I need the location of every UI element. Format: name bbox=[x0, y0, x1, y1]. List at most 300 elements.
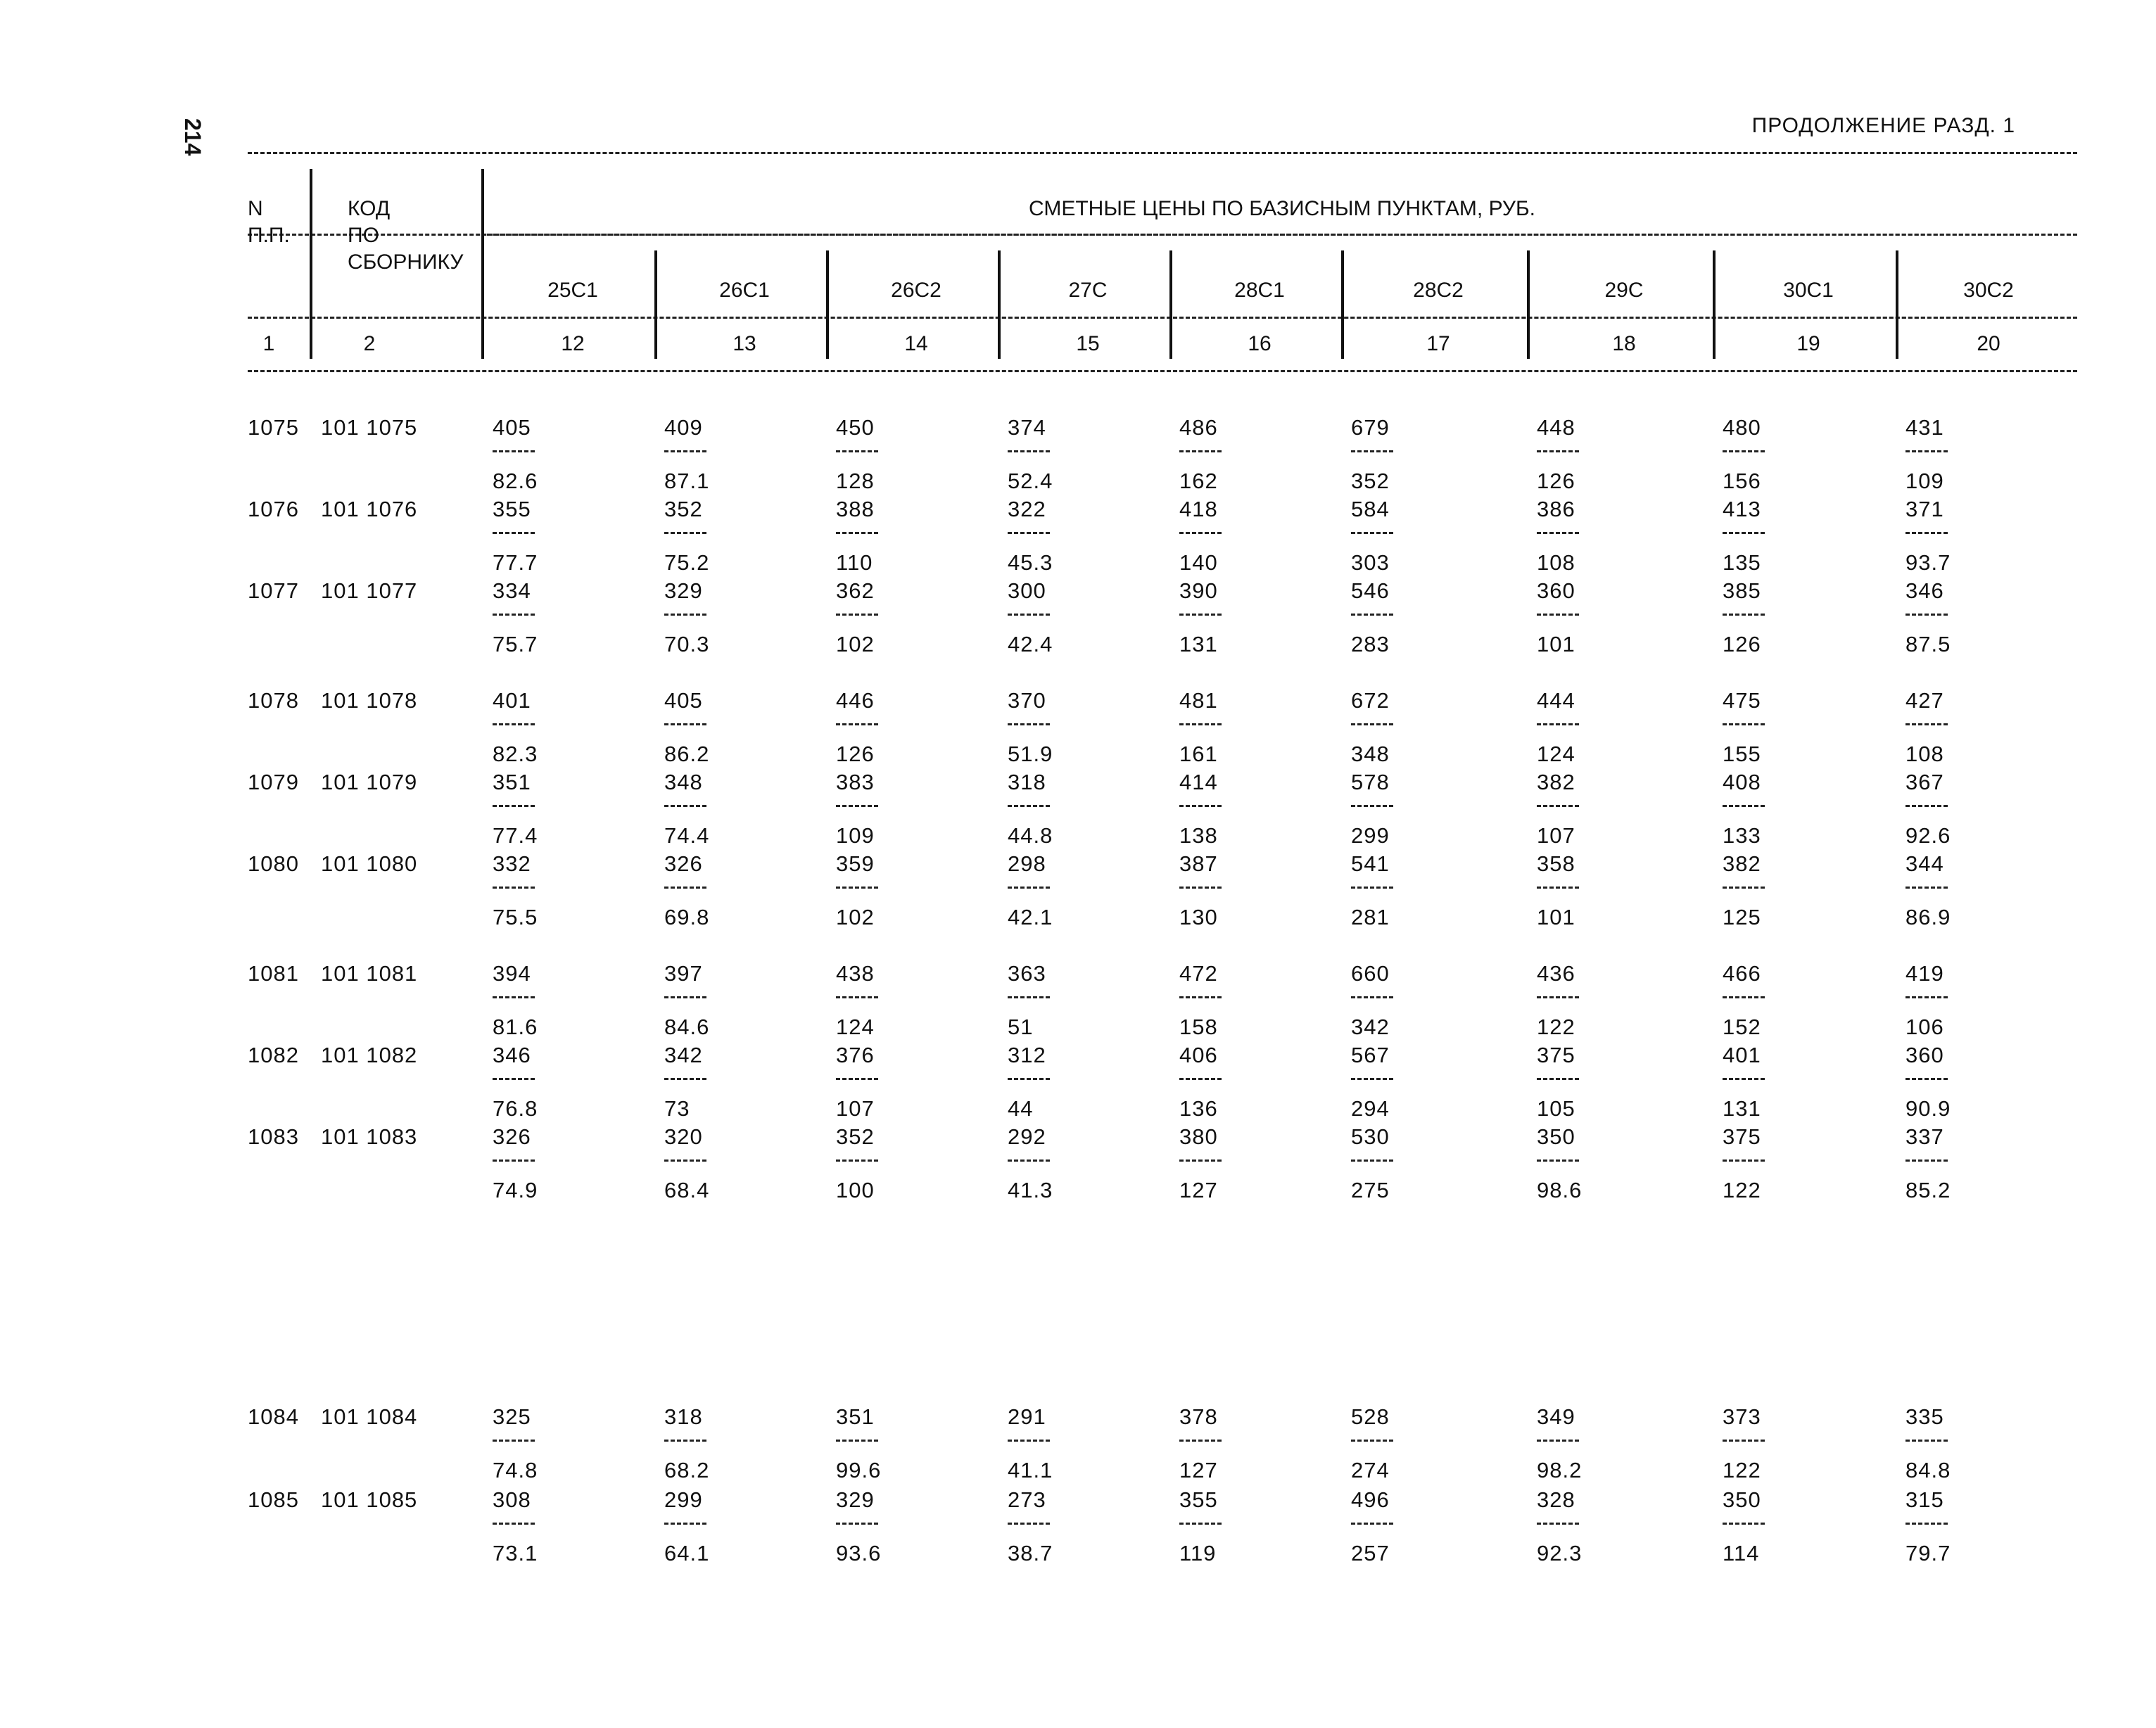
fraction-bar bbox=[493, 532, 535, 534]
fraction-bar bbox=[1351, 532, 1393, 534]
cell-value-top: 292 bbox=[1008, 1124, 1046, 1149]
cell-value-bottom: 86.2 bbox=[664, 742, 710, 766]
fraction-bar bbox=[664, 1523, 706, 1525]
fraction-bar bbox=[836, 450, 878, 452]
cell-value-bottom: 128 bbox=[836, 469, 875, 493]
cell-value-bottom: 79.7 bbox=[1905, 1541, 1951, 1565]
cell-value-top: 350 bbox=[1723, 1487, 1761, 1512]
fraction-bar bbox=[1179, 532, 1222, 534]
cell-value-bottom: 101 bbox=[1537, 905, 1575, 929]
fraction-bar bbox=[836, 614, 878, 616]
cell-value-top: 312 bbox=[1008, 1043, 1046, 1067]
cell-value-top: 578 bbox=[1351, 770, 1390, 794]
fraction-bar bbox=[664, 614, 706, 616]
column-number: 13 bbox=[733, 332, 756, 355]
cell-value-top: 388 bbox=[836, 497, 875, 521]
fraction-bar bbox=[664, 996, 706, 998]
fraction-bar bbox=[493, 887, 535, 889]
cell-value-top: 413 bbox=[1723, 497, 1761, 521]
cell-value-bottom: 51 bbox=[1008, 1015, 1034, 1039]
fraction-bar bbox=[1351, 1440, 1393, 1442]
cell-value-bottom: 99.6 bbox=[836, 1458, 882, 1482]
cell-value-bottom: 124 bbox=[836, 1015, 875, 1039]
fraction-bar bbox=[1351, 1523, 1393, 1525]
cell-value-bottom: 136 bbox=[1179, 1096, 1218, 1121]
fraction-bar bbox=[1179, 450, 1222, 452]
fraction-bar bbox=[1537, 614, 1579, 616]
row-number: 1082 bbox=[248, 1043, 299, 1067]
cell-value-bottom: 74.4 bbox=[664, 823, 710, 848]
fraction-bar bbox=[1723, 996, 1765, 998]
fraction-bar bbox=[664, 450, 706, 452]
header-n: N bbox=[248, 197, 263, 220]
cell-value-bottom: 100 bbox=[836, 1178, 875, 1202]
row-number: 1085 bbox=[248, 1487, 299, 1512]
cell-value-bottom: 75.2 bbox=[664, 550, 710, 575]
cell-value-bottom: 93.6 bbox=[836, 1541, 882, 1565]
fraction-bar bbox=[1179, 1160, 1222, 1162]
cell-value-bottom: 109 bbox=[1905, 469, 1944, 493]
cell-value-top: 409 bbox=[664, 415, 703, 440]
cell-value-top: 318 bbox=[664, 1404, 703, 1429]
cell-value-bottom: 41.1 bbox=[1008, 1458, 1053, 1482]
cell-value-bottom: 77.4 bbox=[493, 823, 538, 848]
fraction-bar bbox=[1008, 614, 1050, 616]
fraction-bar bbox=[1351, 450, 1393, 452]
cell-value-top: 380 bbox=[1179, 1124, 1218, 1149]
row-number: 1079 bbox=[248, 770, 299, 794]
fraction-bar bbox=[1537, 1440, 1579, 1442]
cell-value-bottom: 44.8 bbox=[1008, 823, 1053, 848]
cell-value-top: 352 bbox=[836, 1124, 875, 1149]
cell-value-bottom: 126 bbox=[836, 742, 875, 766]
fraction-bar bbox=[1008, 532, 1050, 534]
cell-value-top: 480 bbox=[1723, 415, 1761, 440]
header-code: ПО bbox=[348, 224, 379, 247]
page-number: 214 bbox=[180, 118, 205, 156]
cell-value-bottom: 275 bbox=[1351, 1178, 1390, 1202]
row-number: 1083 bbox=[248, 1124, 299, 1149]
cell-value-top: 349 bbox=[1537, 1404, 1575, 1429]
cell-value-top: 348 bbox=[664, 770, 703, 794]
fraction-bar bbox=[493, 614, 535, 616]
fraction-bar bbox=[1008, 723, 1050, 725]
cell-value-bottom: 87.1 bbox=[664, 469, 710, 493]
fraction-bar bbox=[1537, 1160, 1579, 1162]
cell-value-top: 386 bbox=[1537, 497, 1575, 521]
fraction-bar bbox=[836, 1440, 878, 1442]
fraction-bar bbox=[1008, 450, 1050, 452]
cell-value-bottom: 102 bbox=[836, 632, 875, 656]
cell-value-bottom: 303 bbox=[1351, 550, 1390, 575]
fraction-bar bbox=[1905, 996, 1948, 998]
fraction-bar bbox=[493, 996, 535, 998]
cell-value-top: 418 bbox=[1179, 497, 1218, 521]
cell-value-top: 541 bbox=[1351, 851, 1390, 876]
cell-value-bottom: 45.3 bbox=[1008, 550, 1053, 575]
cell-value-bottom: 299 bbox=[1351, 823, 1390, 848]
fraction-bar bbox=[493, 805, 535, 807]
cell-value-top: 446 bbox=[836, 688, 875, 713]
cell-value-top: 466 bbox=[1723, 961, 1761, 986]
cell-value-top: 376 bbox=[836, 1043, 875, 1067]
cell-value-bottom: 77.7 bbox=[493, 550, 538, 575]
cell-value-top: 660 bbox=[1351, 961, 1390, 986]
fraction-bar bbox=[1179, 1078, 1222, 1080]
cell-value-top: 335 bbox=[1905, 1404, 1944, 1429]
cell-value-bottom: 76.8 bbox=[493, 1096, 538, 1121]
fraction-bar bbox=[1723, 614, 1765, 616]
cell-value-top: 486 bbox=[1179, 415, 1218, 440]
cell-value-top: 408 bbox=[1723, 770, 1761, 794]
cell-value-top: 359 bbox=[836, 851, 875, 876]
fraction-bar bbox=[664, 1160, 706, 1162]
column-number: 19 bbox=[1796, 332, 1820, 355]
row-code: 101 1082 bbox=[321, 1043, 418, 1067]
fraction-bar bbox=[1537, 1523, 1579, 1525]
cell-value-bottom: 294 bbox=[1351, 1096, 1390, 1121]
group-title: СМЕТНЫЕ ЦЕНЫ ПО БАЗИСНЫМ ПУНКТАМ, РУБ. bbox=[1029, 197, 1535, 220]
cell-value-bottom: 126 bbox=[1537, 469, 1575, 493]
cell-value-top: 328 bbox=[1537, 1487, 1575, 1512]
cell-value-bottom: 108 bbox=[1537, 550, 1575, 575]
column-header: 30С1 bbox=[1783, 279, 1834, 302]
cell-value-bottom: 75.7 bbox=[493, 632, 538, 656]
fraction-bar bbox=[1723, 532, 1765, 534]
cell-value-bottom: 130 bbox=[1179, 905, 1218, 929]
cell-value-bottom: 162 bbox=[1179, 469, 1218, 493]
fraction-bar bbox=[1905, 450, 1948, 452]
cell-value-bottom: 109 bbox=[836, 823, 875, 848]
cell-value-top: 351 bbox=[836, 1404, 875, 1429]
cell-value-bottom: 108 bbox=[1905, 742, 1944, 766]
cell-value-bottom: 85.2 bbox=[1905, 1178, 1951, 1202]
cell-value-top: 448 bbox=[1537, 415, 1575, 440]
fraction-bar bbox=[1723, 1078, 1765, 1080]
cell-value-bottom: 158 bbox=[1179, 1015, 1218, 1039]
cell-value-top: 383 bbox=[836, 770, 875, 794]
cell-value-bottom: 131 bbox=[1179, 632, 1218, 656]
fraction-bar bbox=[1723, 450, 1765, 452]
fraction-bar bbox=[1537, 723, 1579, 725]
cell-value-top: 444 bbox=[1537, 688, 1575, 713]
column-number: 16 bbox=[1248, 332, 1272, 355]
fraction-bar bbox=[664, 887, 706, 889]
cell-value-bottom: 127 bbox=[1179, 1458, 1218, 1482]
fraction-bar bbox=[664, 532, 706, 534]
column-header: 28С1 bbox=[1234, 279, 1285, 302]
cell-value-top: 427 bbox=[1905, 688, 1944, 713]
cell-value-bottom: 101 bbox=[1537, 632, 1575, 656]
fraction-bar bbox=[1537, 996, 1579, 998]
cell-value-top: 567 bbox=[1351, 1043, 1390, 1067]
cell-value-top: 300 bbox=[1008, 578, 1046, 603]
cell-value-bottom: 135 bbox=[1723, 550, 1761, 575]
fraction-bar bbox=[1905, 614, 1948, 616]
cell-value-top: 367 bbox=[1905, 770, 1944, 794]
cell-value-top: 431 bbox=[1905, 415, 1944, 440]
column-number: 20 bbox=[1977, 332, 2000, 355]
cell-value-top: 387 bbox=[1179, 851, 1218, 876]
cell-value-top: 371 bbox=[1905, 497, 1944, 521]
cell-value-bottom: 131 bbox=[1723, 1096, 1761, 1121]
cell-value-bottom: 127 bbox=[1179, 1178, 1218, 1202]
fraction-bar bbox=[493, 1440, 535, 1442]
cell-value-bottom: 133 bbox=[1723, 823, 1761, 848]
cell-value-top: 672 bbox=[1351, 688, 1390, 713]
cell-value-top: 679 bbox=[1351, 415, 1390, 440]
header-n: П.П. bbox=[248, 224, 290, 247]
column-number: 15 bbox=[1076, 332, 1100, 355]
row-code: 101 1079 bbox=[321, 770, 418, 794]
cell-value-bottom: 156 bbox=[1723, 469, 1761, 493]
fraction-bar bbox=[1537, 887, 1579, 889]
fraction-bar bbox=[1537, 805, 1579, 807]
fraction-bar bbox=[1537, 532, 1579, 534]
row-code: 101 1081 bbox=[321, 961, 418, 986]
fraction-bar bbox=[1008, 805, 1050, 807]
fraction-bar bbox=[1905, 1440, 1948, 1442]
cell-value-top: 346 bbox=[1905, 578, 1944, 603]
row-code: 101 1083 bbox=[321, 1124, 418, 1149]
cell-value-top: 299 bbox=[664, 1487, 703, 1512]
cell-value-top: 362 bbox=[836, 578, 875, 603]
cell-value-top: 352 bbox=[664, 497, 703, 521]
cell-value-top: 450 bbox=[836, 415, 875, 440]
header-sub-rule bbox=[248, 317, 2077, 319]
row-number: 1076 bbox=[248, 497, 299, 521]
fraction-bar bbox=[1179, 1523, 1222, 1525]
fraction-bar bbox=[664, 1440, 706, 1442]
column-number: 2 bbox=[363, 332, 376, 355]
cell-value-top: 325 bbox=[493, 1404, 531, 1429]
fraction-bar bbox=[493, 1078, 535, 1080]
header-code: КОД bbox=[348, 197, 391, 220]
cell-value-top: 337 bbox=[1905, 1124, 1944, 1149]
cell-value-bottom: 68.4 bbox=[664, 1178, 710, 1202]
column-header: 28С2 bbox=[1413, 279, 1464, 302]
cell-value-bottom: 126 bbox=[1723, 632, 1761, 656]
group-rule bbox=[487, 234, 2077, 236]
row-number: 1077 bbox=[248, 578, 299, 603]
cell-value-bottom: 155 bbox=[1723, 742, 1761, 766]
fraction-bar bbox=[1008, 1523, 1050, 1525]
fraction-bar bbox=[1905, 532, 1948, 534]
cell-value-top: 401 bbox=[1723, 1043, 1761, 1067]
cell-value-top: 326 bbox=[664, 851, 703, 876]
fraction-bar bbox=[1351, 805, 1393, 807]
fraction-bar bbox=[1179, 887, 1222, 889]
cell-value-top: 528 bbox=[1351, 1404, 1390, 1429]
fraction-bar bbox=[1723, 723, 1765, 725]
cell-value-bottom: 84.6 bbox=[664, 1015, 710, 1039]
fraction-bar bbox=[493, 723, 535, 725]
cell-value-bottom: 140 bbox=[1179, 550, 1218, 575]
cell-value-bottom: 122 bbox=[1537, 1015, 1575, 1039]
fraction-bar bbox=[1723, 887, 1765, 889]
cell-value-top: 344 bbox=[1905, 851, 1944, 876]
cell-value-top: 397 bbox=[664, 961, 703, 986]
cell-value-top: 326 bbox=[493, 1124, 531, 1149]
fraction-bar bbox=[493, 1160, 535, 1162]
cell-value-bottom: 82.6 bbox=[493, 469, 538, 493]
cell-value-bottom: 105 bbox=[1537, 1096, 1575, 1121]
cell-value-bottom: 92.6 bbox=[1905, 823, 1951, 848]
cell-value-bottom: 342 bbox=[1351, 1015, 1390, 1039]
row-number: 1084 bbox=[248, 1404, 299, 1429]
row-code: 101 1085 bbox=[321, 1487, 418, 1512]
cell-value-bottom: 87.5 bbox=[1905, 632, 1951, 656]
fraction-bar bbox=[1351, 1078, 1393, 1080]
cell-value-bottom: 68.2 bbox=[664, 1458, 710, 1482]
fraction-bar bbox=[1905, 1160, 1948, 1162]
cell-value-bottom: 107 bbox=[836, 1096, 875, 1121]
fraction-bar bbox=[1008, 1160, 1050, 1162]
fraction-bar bbox=[836, 805, 878, 807]
fraction-bar bbox=[1905, 1523, 1948, 1525]
fraction-bar bbox=[1179, 805, 1222, 807]
fraction-bar bbox=[1905, 805, 1948, 807]
cell-value-bottom: 152 bbox=[1723, 1015, 1761, 1039]
table-rule bbox=[248, 370, 2077, 372]
fraction-bar bbox=[1008, 1440, 1050, 1442]
fraction-bar bbox=[1351, 996, 1393, 998]
fraction-bar bbox=[1351, 614, 1393, 616]
row-number: 1081 bbox=[248, 961, 299, 986]
cell-value-top: 351 bbox=[493, 770, 531, 794]
fraction-bar bbox=[1723, 1160, 1765, 1162]
fraction-bar bbox=[664, 1078, 706, 1080]
cell-value-top: 375 bbox=[1537, 1043, 1575, 1067]
fraction-bar bbox=[836, 996, 878, 998]
cell-value-top: 370 bbox=[1008, 688, 1046, 713]
cell-value-bottom: 44 bbox=[1008, 1096, 1034, 1121]
fraction-bar bbox=[1351, 1160, 1393, 1162]
fraction-bar bbox=[1905, 723, 1948, 725]
cell-value-bottom: 107 bbox=[1537, 823, 1575, 848]
fraction-bar bbox=[836, 1078, 878, 1080]
fraction-bar bbox=[1179, 723, 1222, 725]
fraction-bar bbox=[1008, 887, 1050, 889]
continuation-label: ПРОДОЛЖЕНИЕ РАЗД. 1 bbox=[1751, 114, 2015, 137]
cell-value-bottom: 51.9 bbox=[1008, 742, 1053, 766]
cell-value-top: 360 bbox=[1537, 578, 1575, 603]
cell-value-top: 405 bbox=[664, 688, 703, 713]
cell-value-bottom: 73.1 bbox=[493, 1541, 538, 1565]
cell-value-top: 291 bbox=[1008, 1404, 1046, 1429]
cell-value-top: 401 bbox=[493, 688, 531, 713]
column-header: 30С2 bbox=[1963, 279, 2014, 302]
fraction-bar bbox=[1008, 1078, 1050, 1080]
fraction-bar bbox=[836, 723, 878, 725]
cell-value-top: 350 bbox=[1537, 1124, 1575, 1149]
cell-value-bottom: 119 bbox=[1179, 1541, 1217, 1565]
cell-value-top: 363 bbox=[1008, 961, 1046, 986]
cell-value-top: 385 bbox=[1723, 578, 1761, 603]
fraction-bar bbox=[664, 723, 706, 725]
cell-value-top: 375 bbox=[1723, 1124, 1761, 1149]
column-header: 29С bbox=[1604, 279, 1644, 302]
cell-value-top: 329 bbox=[836, 1487, 875, 1512]
cell-value-top: 334 bbox=[493, 578, 531, 603]
cell-value-top: 472 bbox=[1179, 961, 1218, 986]
cell-value-bottom: 74.8 bbox=[493, 1458, 538, 1482]
cell-value-bottom: 274 bbox=[1351, 1458, 1390, 1482]
cell-value-bottom: 86.9 bbox=[1905, 905, 1951, 929]
cell-value-bottom: 93.7 bbox=[1905, 550, 1951, 575]
cell-value-top: 355 bbox=[493, 497, 531, 521]
fraction-bar bbox=[1008, 996, 1050, 998]
fraction-bar bbox=[1179, 996, 1222, 998]
column-header: 27С bbox=[1068, 279, 1108, 302]
cell-value-top: 346 bbox=[493, 1043, 531, 1067]
cell-value-top: 332 bbox=[493, 851, 531, 876]
cell-value-bottom: 84.8 bbox=[1905, 1458, 1951, 1482]
cell-value-bottom: 102 bbox=[836, 905, 875, 929]
cell-value-bottom: 106 bbox=[1905, 1015, 1944, 1039]
cell-value-bottom: 283 bbox=[1351, 632, 1390, 656]
fraction-bar bbox=[836, 887, 878, 889]
row-code: 101 1075 bbox=[321, 415, 418, 440]
row-code: 101 1078 bbox=[321, 688, 418, 713]
fraction-bar bbox=[1537, 450, 1579, 452]
cell-value-top: 355 bbox=[1179, 1487, 1218, 1512]
fraction-bar bbox=[1179, 614, 1222, 616]
cell-value-top: 315 bbox=[1905, 1487, 1944, 1512]
cell-value-bottom: 352 bbox=[1351, 469, 1390, 493]
table-rule bbox=[248, 152, 2077, 154]
cell-value-bottom: 74.9 bbox=[493, 1178, 538, 1202]
cell-value-top: 438 bbox=[836, 961, 875, 986]
cell-value-bottom: 98.6 bbox=[1537, 1178, 1583, 1202]
fraction-bar bbox=[1723, 1440, 1765, 1442]
cell-value-top: 481 bbox=[1179, 688, 1218, 713]
cell-value-top: 406 bbox=[1179, 1043, 1218, 1067]
cell-value-top: 475 bbox=[1723, 688, 1761, 713]
cell-value-top: 546 bbox=[1351, 578, 1390, 603]
column-header: 26С1 bbox=[719, 279, 770, 302]
cell-value-top: 329 bbox=[664, 578, 703, 603]
fraction-bar bbox=[1351, 723, 1393, 725]
cell-value-top: 436 bbox=[1537, 961, 1575, 986]
cell-value-bottom: 69.8 bbox=[664, 905, 710, 929]
fraction-bar bbox=[1905, 887, 1948, 889]
column-number: 12 bbox=[561, 332, 585, 355]
fraction-bar bbox=[1723, 1523, 1765, 1525]
fraction-bar bbox=[493, 1523, 535, 1525]
cell-value-bottom: 122 bbox=[1723, 1178, 1761, 1202]
row-code: 101 1084 bbox=[321, 1404, 418, 1429]
cell-value-top: 378 bbox=[1179, 1404, 1218, 1429]
cell-value-top: 496 bbox=[1351, 1487, 1390, 1512]
row-code: 101 1080 bbox=[321, 851, 418, 876]
cell-value-top: 394 bbox=[493, 961, 531, 986]
cell-value-bottom: 138 bbox=[1179, 823, 1218, 848]
cell-value-bottom: 82.3 bbox=[493, 742, 538, 766]
fraction-bar bbox=[1905, 1078, 1948, 1080]
cell-value-bottom: 125 bbox=[1723, 905, 1761, 929]
header-code: СБОРНИКУ bbox=[348, 250, 464, 274]
cell-value-bottom: 124 bbox=[1537, 742, 1575, 766]
cell-value-bottom: 257 bbox=[1351, 1541, 1390, 1565]
cell-value-bottom: 64.1 bbox=[664, 1541, 710, 1565]
fraction-bar bbox=[1351, 887, 1393, 889]
row-number: 1078 bbox=[248, 688, 299, 713]
row-code: 101 1077 bbox=[321, 578, 418, 603]
column-divider bbox=[481, 169, 484, 359]
fraction-bar bbox=[836, 1160, 878, 1162]
cell-value-top: 382 bbox=[1537, 770, 1575, 794]
